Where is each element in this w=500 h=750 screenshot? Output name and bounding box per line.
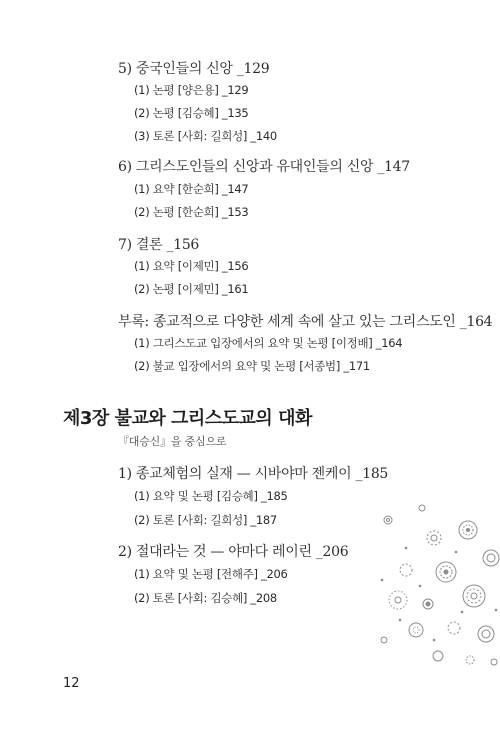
toc-section-ch3-1: 1) 종교체험의 실재 — 시바야마 젠케이 _185: [118, 466, 389, 482]
chapter-subtitle: 『대승신』을 중심으로: [118, 435, 227, 448]
toc-item: (2) 논평 [이제민] _161: [134, 282, 249, 296]
toc-section-6: 6) 그리스도인들의 신앙과 유대인들의 신앙 _147: [118, 159, 410, 175]
toc-item: (1) 그리스도교 입장에서의 요약 및 논평 [이정배] _164: [134, 336, 403, 350]
toc-item: (2) 토론 [사회: 김승혜] _208: [134, 591, 277, 605]
chapter-title: 제3장 불교와 그리스도교의 대화: [63, 408, 312, 429]
toc-item: (2) 불교 입장에서의 요약 및 논평 [서종범] _171: [134, 359, 370, 373]
toc-item: (1) 요약 [한순희] _147: [134, 182, 249, 196]
toc-section-7: 7) 결론 _156: [118, 237, 200, 253]
toc-item: (2) 논평 [김승혜] _135: [134, 106, 249, 120]
toc-section-5: 5) 중국인들의 신앙 _129: [118, 61, 270, 77]
toc-item: (2) 논평 [한순희] _153: [134, 205, 249, 219]
page-number: 12: [63, 676, 80, 691]
toc-section-ch3-2: 2) 절대라는 것 — 야마다 레이린 _206: [118, 544, 349, 560]
toc-item: (1) 요약 및 논평 [김승혜] _185: [134, 489, 288, 503]
toc-section-appendix: 부록: 종교적으로 다양한 세계 속에 살고 있는 그리스도인 _164: [118, 314, 493, 330]
toc-item: (2) 토론 [사회: 길희성] _187: [134, 513, 277, 527]
toc-item: (1) 요약 [이제민] _156: [134, 259, 249, 273]
toc-item: (1) 요약 및 논평 [전해주] _206: [134, 567, 288, 581]
toc-item: (1) 논평 [양은용] _129: [134, 83, 249, 97]
circle-pattern-decoration-icon: [376, 500, 500, 670]
toc-item: (3) 토론 [사회: 길희성] _140: [134, 129, 277, 143]
